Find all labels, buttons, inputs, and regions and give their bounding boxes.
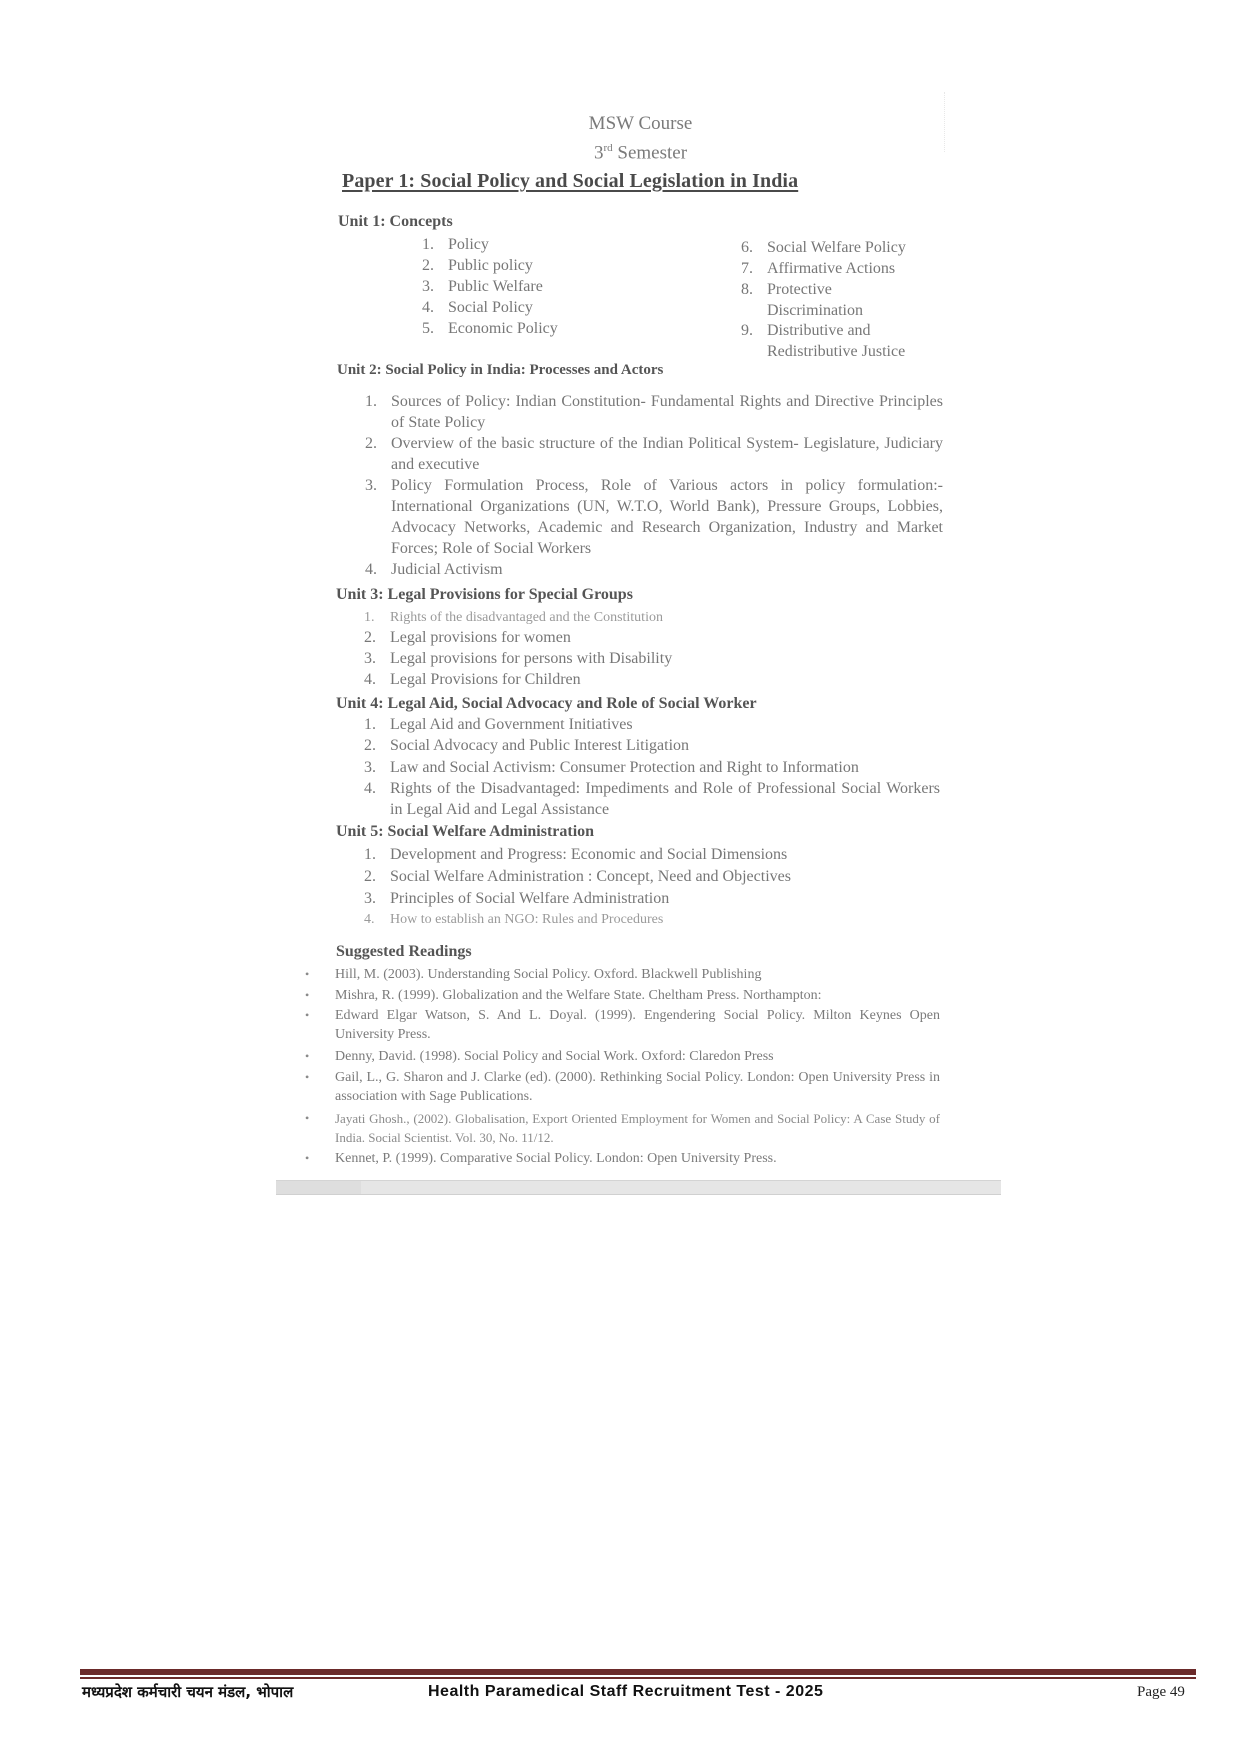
unit-5-heading: Unit 5: Social Welfare Administration: [336, 823, 595, 840]
bullet-icon: •: [305, 1049, 310, 1063]
footer-rule-thick: [80, 1669, 1196, 1675]
bullet-icon: •: [305, 1070, 310, 1084]
bullet-icon: •: [305, 1151, 310, 1165]
suggested-readings-heading: Suggested Readings: [336, 943, 472, 960]
bullet-icon: •: [305, 988, 310, 1002]
item-text: Development and Progress: Economic and Social Dimensions: [390, 846, 788, 863]
list-item: [364, 714, 633, 735]
item-text: Policy Formulation Process, Role of Various actors in policy formulation:-International Organizations (UN, W.T.O, World Bank), Pressure Groups, Lobbies, Advocacy Networks, Academic and Research Organization, Industry and Market Forces; Role of Social Workers: [391, 477, 943, 557]
unit-1-heading: Unit 1: Concepts: [338, 213, 453, 230]
scan-bottom-edge-bar: [276, 1180, 1001, 1195]
list-item: [422, 318, 558, 339]
item-number: 4.: [364, 780, 376, 797]
bullet-icon: •: [305, 1111, 310, 1125]
item-number: 3.: [365, 477, 377, 494]
list-item: [365, 433, 943, 475]
item-number: 4.: [364, 671, 376, 688]
item-text: Judicial Activism: [391, 561, 503, 578]
semester-label: [40, 136, 1241, 165]
list-item: [364, 648, 672, 669]
item-number: 4.: [364, 912, 375, 927]
item-text-continued: Redistributive Justice: [767, 343, 906, 360]
course-title: MSW Course: [588, 113, 693, 134]
item-number: 6.: [741, 239, 753, 256]
list-item: [364, 627, 571, 648]
item-number: 4.: [422, 299, 434, 316]
footer-rule-thin: [80, 1677, 1196, 1679]
item-number: 7.: [741, 260, 753, 277]
item-number: 3.: [364, 890, 376, 907]
item-text: Economic Policy: [448, 320, 558, 337]
list-item: [364, 888, 669, 909]
footer-organization: मध्यप्रदेश कर्मचारी चयन मंडल, भोपाल: [82, 1683, 294, 1701]
item-text: Policy: [448, 236, 489, 253]
item-number: 2.: [365, 435, 377, 452]
paper-title: Paper 1: Social Policy and Social Legislation in India: [342, 170, 799, 192]
item-number: 2.: [364, 868, 376, 885]
document-header: [0, 112, 1241, 165]
item-text: Social Policy: [448, 299, 533, 316]
item-number: 5.: [422, 320, 434, 337]
item-number: 3.: [422, 278, 434, 295]
scan-bar-segment: [276, 1181, 361, 1194]
item-number: 1.: [364, 716, 376, 733]
list-item: [741, 258, 895, 279]
item-number: 2.: [422, 257, 434, 274]
list-item: [422, 234, 489, 255]
list-item: [365, 475, 943, 559]
unit-3-heading: Unit 3: Legal Provisions for Special Groups: [336, 586, 633, 603]
list-item: [364, 606, 663, 628]
item-number: 9.: [741, 322, 753, 339]
semester-word: Semester: [617, 142, 688, 164]
list-item: [741, 320, 905, 362]
item-text: Legal provisions for women: [390, 629, 571, 646]
item-text: Affirmative Actions: [767, 260, 896, 277]
reading-item: Gail, L., G. Sharon and J. Clarke (ed). (2000). Rethinking Social Policy. London: Open University Press in association with Sage Publications.: [335, 1070, 940, 1104]
item-text: Public Welfare: [448, 278, 543, 295]
item-number: 8.: [741, 281, 753, 298]
reading-item: Kennet, P. (1999). Comparative Social Policy. London: Open University Press.: [335, 1151, 777, 1166]
item-text: Legal Provisions for Children: [390, 671, 581, 688]
bullet-icon: •: [305, 967, 310, 981]
list-item: [422, 276, 543, 297]
item-text: Distributive and: [767, 322, 871, 339]
reading-item: Jayati Ghosh., (2002). Globalisation, Export Oriented Employment for Women and Social Policy: A Case Study of India. Social Scientist. Vol. 30, No. 11/12.: [335, 1111, 940, 1145]
item-text: Law and Social Activism: Consumer Protection and Right to Information: [390, 759, 859, 776]
item-number: 3.: [364, 759, 376, 776]
list-item: [364, 778, 940, 820]
page-number: Page 49: [1137, 1684, 1185, 1700]
list-item: [365, 391, 943, 433]
item-text: Overview of the basic structure of the Indian Political System- Legislature, Judiciary and executive: [391, 435, 943, 473]
item-text: Social Advocacy and Public Interest Litigation: [390, 737, 690, 754]
item-number: 1.: [364, 610, 375, 625]
reading-item: Edward Elgar Watson, S. And L. Doyal. (1999). Engendering Social Policy. Milton Keynes Open University Press.: [335, 1008, 940, 1042]
item-number: 1.: [422, 236, 434, 253]
item-text: Protective: [767, 281, 832, 298]
bullet-icon: •: [305, 1008, 310, 1022]
list-item: [364, 844, 787, 865]
item-text-continued: Discrimination: [767, 302, 863, 319]
list-item: [364, 757, 859, 778]
footer-exam-title: Health Paramedical Staff Recruitment Test - 2025: [428, 1683, 824, 1700]
list-item: [422, 255, 533, 276]
unit-4-heading: Unit 4: Legal Aid, Social Advocacy and Role of Social Worker: [336, 695, 757, 712]
item-text: Principles of Social Welfare Administration: [390, 890, 670, 907]
list-item: [422, 297, 533, 318]
list-item: [741, 237, 906, 258]
item-number: 3.: [364, 650, 376, 667]
list-item: [364, 669, 581, 690]
reading-item: Denny, David. (1998). Social Policy and Social Work. Oxford: Claredon Press: [335, 1049, 774, 1064]
list-item: [365, 559, 943, 580]
list-item: [364, 866, 791, 887]
item-number: 1.: [364, 846, 376, 863]
list-item: [364, 735, 689, 756]
item-number: 1.: [365, 393, 377, 410]
item-number: 2.: [364, 629, 376, 646]
semester-number: 3: [593, 142, 604, 164]
item-number: 2.: [364, 737, 376, 754]
semester-suffix: rd: [603, 142, 613, 154]
item-text: Social Welfare Policy: [767, 239, 906, 256]
item-text: Sources of Policy: Indian Constitution- Fundamental Rights and Directive Principles of State Policy: [391, 393, 943, 431]
item-text: How to establish an NGO: Rules and Procedures: [390, 912, 664, 927]
item-text: Public policy: [448, 257, 533, 274]
reading-item: Mishra, R. (1999). Globalization and the Welfare State. Cheltham Press. Northampton:: [335, 988, 822, 1003]
item-text: Social Welfare Administration : Concept, Need and Objectives: [390, 868, 791, 885]
list-item: [741, 279, 863, 321]
list-item: [364, 908, 663, 930]
unit-2-heading: Unit 2: Social Policy in India: Processes and Actors: [337, 362, 664, 378]
item-number: 4.: [365, 561, 377, 578]
item-text: Legal provisions for persons with Disability: [390, 650, 673, 667]
item-text: Legal Aid and Government Initiatives: [390, 716, 633, 733]
reading-item: Hill, M. (2003). Understanding Social Policy. Oxford. Blackwell Publishing: [335, 967, 762, 982]
item-text: Rights of the disadvantaged and the Constitution: [390, 610, 663, 625]
item-text: Rights of the Disadvantaged: Impediments and Role of Professional Social Workers in Legal Aid and Legal Assistance: [390, 780, 940, 818]
